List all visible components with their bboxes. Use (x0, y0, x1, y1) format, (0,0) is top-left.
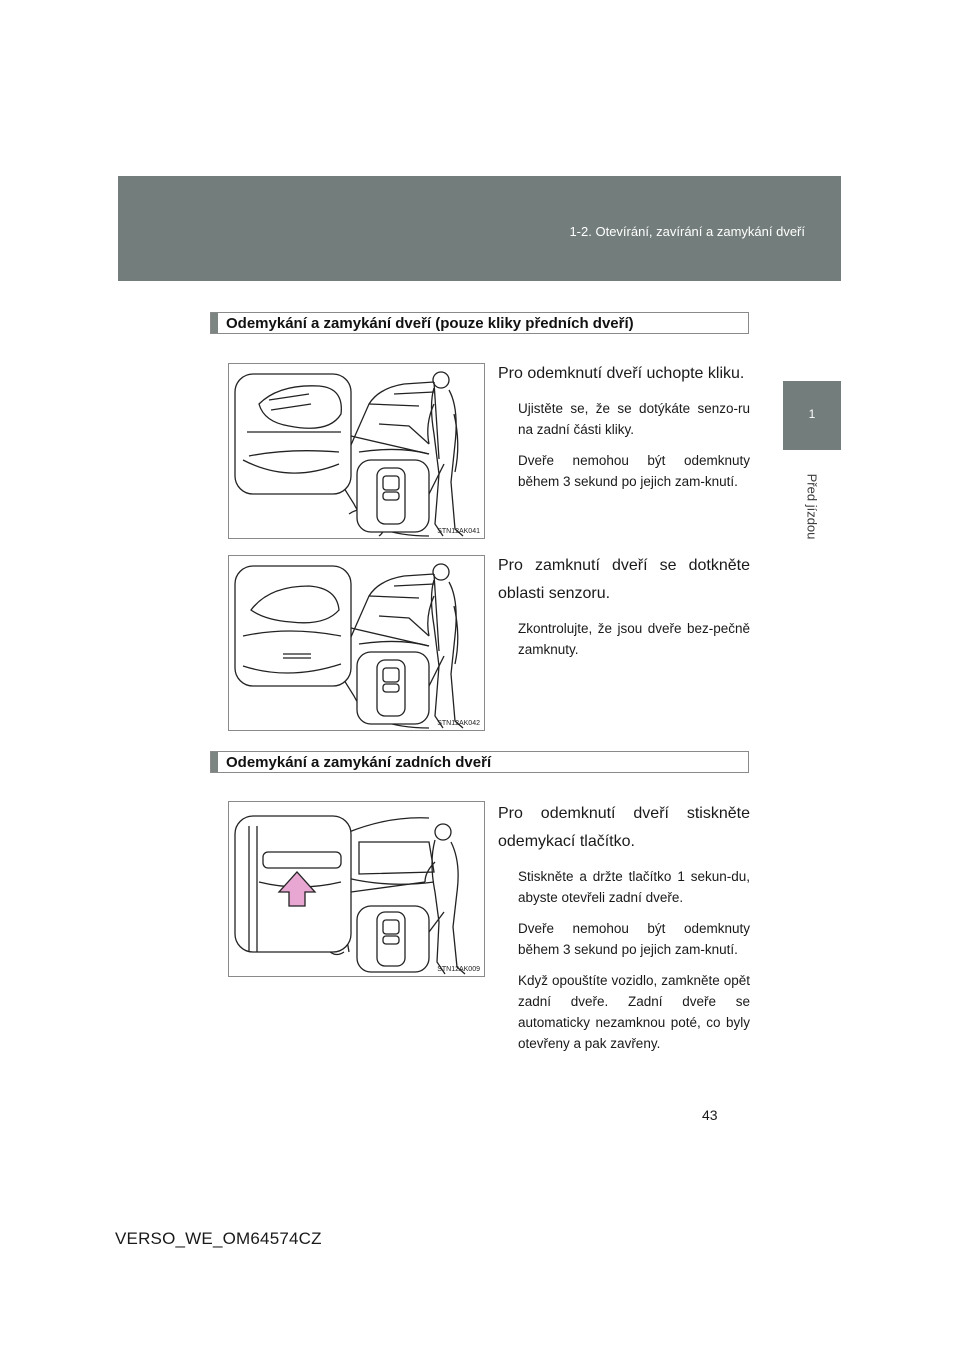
instruction-block-rear-unlock (498, 800, 750, 1054)
instruction-lead: Pro odemknutí dveří stiskněte odemykací tlačítko. (498, 805, 750, 850)
instruction-note: Dveře nemohou být odemknuty během 3 sekund po jejich zam-knutí. (518, 921, 750, 957)
chapter-tab-number: 1 (808, 407, 816, 421)
chapter-side-label-text: Před jízdou (804, 473, 820, 539)
page-number: 43 (702, 1107, 718, 1123)
illustration-front-lock (228, 555, 485, 731)
section-heading-rear-door (210, 751, 749, 773)
figure-code: STN12AK041 (437, 528, 480, 535)
section-title: Odemykání a zamykání dveří (pouze kliky předních dveří) (226, 314, 634, 332)
chapter-header-band (118, 176, 841, 281)
instruction-block-front-unlock (498, 360, 750, 492)
chapter-tab (783, 381, 841, 450)
instruction-lead: Pro zamknutí dveří se dotkněte oblasti senzoru. (498, 557, 750, 602)
instruction-lead: Pro odemknutí dveří uchopte kliku. (498, 365, 745, 382)
instruction-note: Zkontrolujte, že jsou dveře bez-pečně zamknuty. (518, 621, 750, 657)
chapter-title: 1-2. Otevírání, zavírání a zamykání dveří (569, 224, 805, 239)
document-id: VERSO_WE_OM64574CZ (115, 1229, 322, 1248)
illustration-drawing (229, 556, 484, 730)
illustration-rear-unlock (228, 801, 485, 977)
section-heading-accent (211, 752, 218, 772)
section-title: Odemykání a zamykání zadních dveří (226, 753, 492, 771)
instruction-note: Když opouštíte vozidlo, zamkněte opět zadní dveře. Zadní dveře se automaticky nezamknou poté, co byly otevřeny a pak zavřeny. (518, 973, 750, 1051)
chapter-side-label (776, 470, 848, 542)
figure-code: STN12AK009 (437, 966, 480, 973)
section-heading-accent (211, 313, 218, 333)
instruction-note: Dveře nemohou být odemknuty během 3 sekund po jejich zam-knutí. (518, 453, 750, 489)
figure-code: STN12AK042 (437, 720, 480, 727)
instruction-note: Ujistěte se, že se dotýkáte senzo-ru na zadní části kliky. (518, 401, 750, 437)
illustration-front-unlock (228, 363, 485, 539)
instruction-note: Stiskněte a držte tlačítko 1 sekun-du, abyste otevřeli zadní dveře. (518, 869, 750, 905)
section-heading-front-doors (210, 312, 749, 334)
instruction-block-front-lock (498, 552, 750, 660)
illustration-drawing (229, 364, 484, 538)
illustration-drawing (229, 802, 484, 976)
